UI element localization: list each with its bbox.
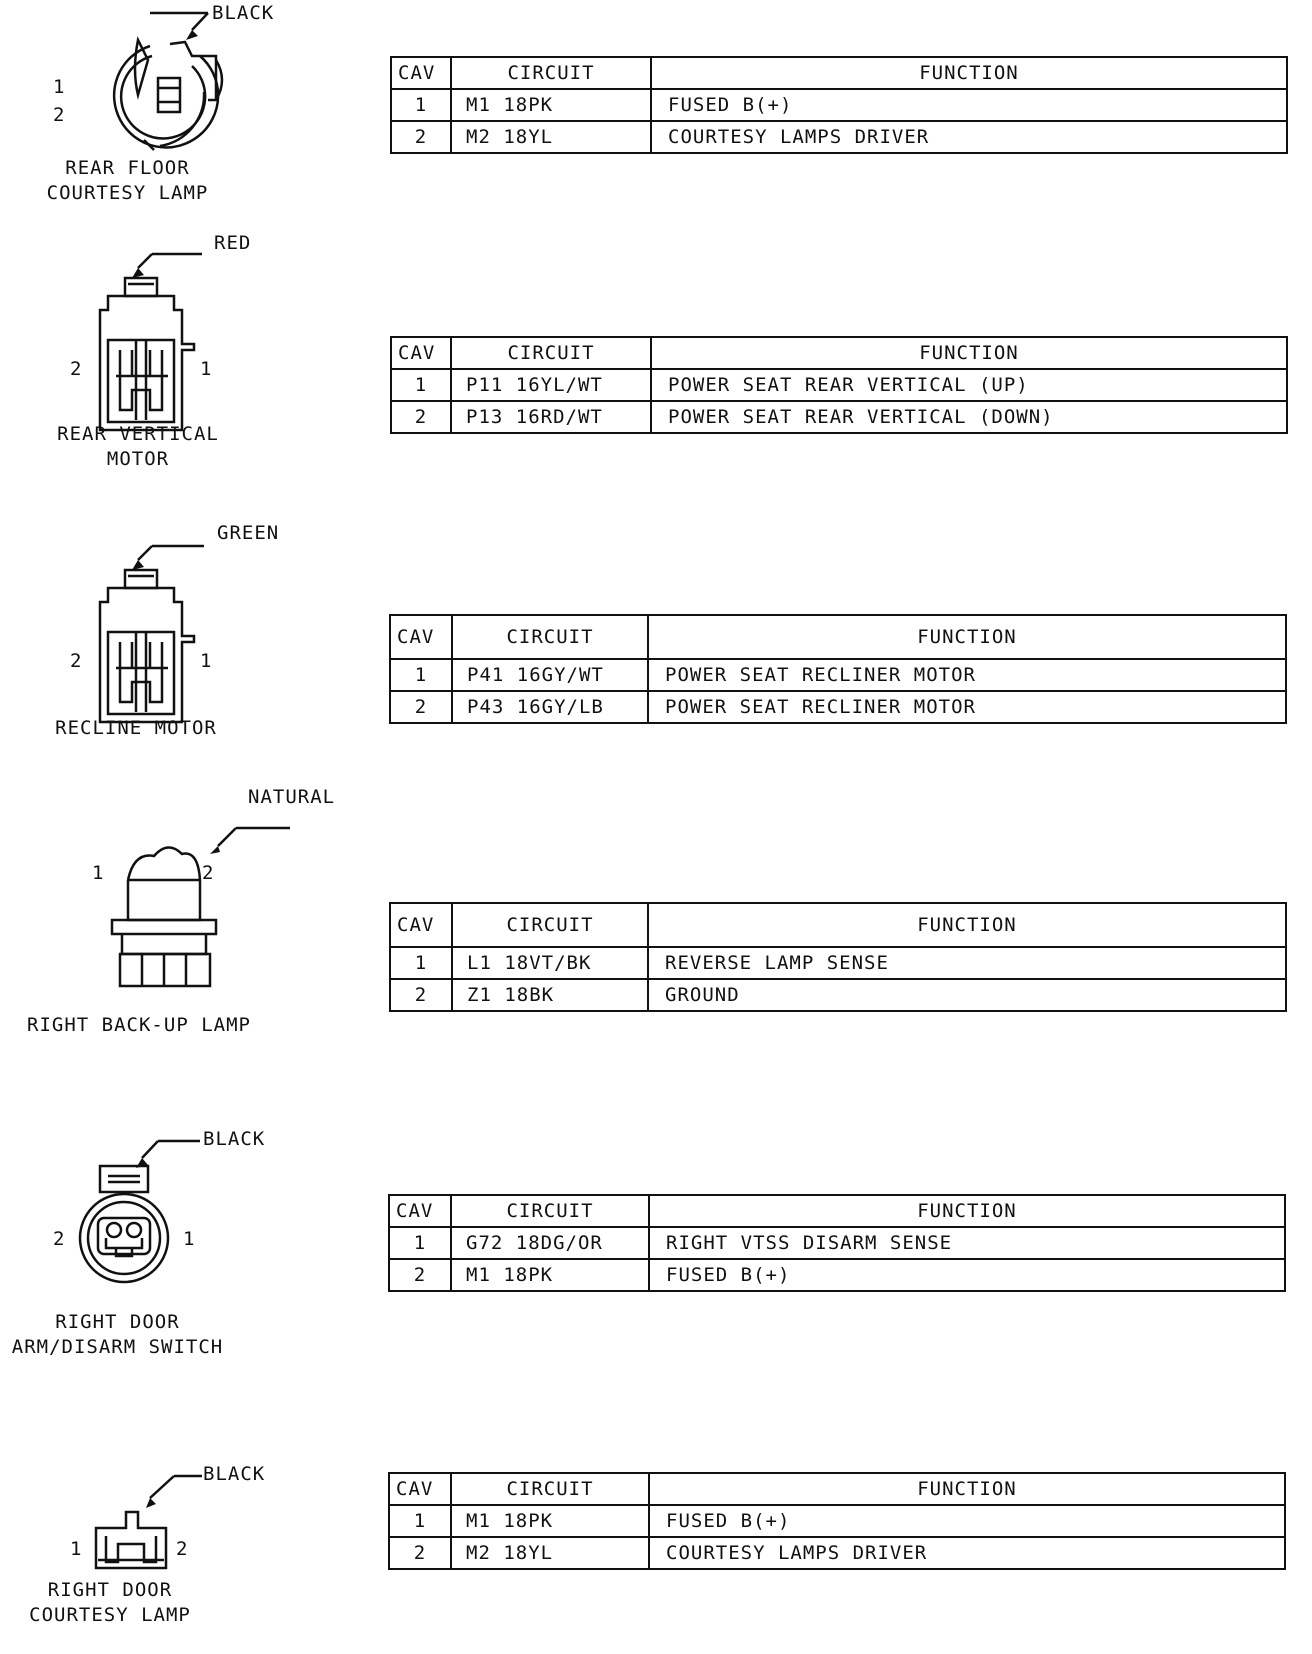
- cav-cell: 1: [391, 369, 451, 401]
- cav-cell: 2: [389, 1259, 451, 1291]
- circuit-cell: M2 18YL: [451, 121, 651, 153]
- connector-drawing: [57, 232, 340, 490]
- function-header: FUNCTION: [648, 903, 1286, 947]
- connector-name: RIGHT BACK-UP LAMP: [27, 1014, 251, 1036]
- cavity-table: [390, 336, 1288, 434]
- cav-header: CAV: [391, 337, 451, 369]
- pin-label: 2: [70, 358, 83, 380]
- cav-cell: 2: [389, 1537, 451, 1569]
- cav-cell: 1: [390, 659, 452, 691]
- table-row: [390, 947, 1286, 979]
- circuit-header: CIRCUIT: [451, 1195, 649, 1227]
- pin-label: 1: [70, 1538, 83, 1560]
- table-row: [389, 1505, 1285, 1537]
- table-row: [391, 401, 1287, 433]
- function-cell: REVERSE LAMP SENSE: [648, 947, 1286, 979]
- table-row: [390, 691, 1286, 723]
- function-cell: RIGHT VTSS DISARM SENSE: [649, 1227, 1285, 1259]
- function-header: FUNCTION: [651, 57, 1287, 89]
- cav-cell: 2: [391, 121, 451, 153]
- cav-cell: 2: [390, 691, 452, 723]
- connector-color-label: BLACK: [203, 1463, 266, 1485]
- table-row: [391, 89, 1287, 121]
- function-cell: POWER SEAT REAR VERTICAL (UP): [651, 369, 1287, 401]
- circuit-header: CIRCUIT: [451, 57, 651, 89]
- circuit-cell: M1 18PK: [451, 1259, 649, 1291]
- cav-header: CAV: [390, 615, 452, 659]
- table-row: [391, 121, 1287, 153]
- cav-header: CAV: [389, 1195, 451, 1227]
- connector-section-right-door-courtesy-lamp: [0, 1450, 1312, 1654]
- connector-name: REAR VERTICAL MOTOR: [57, 423, 219, 470]
- function-cell: POWER SEAT RECLINER MOTOR: [648, 659, 1286, 691]
- circuit-cell: L1 18VT/BK: [452, 947, 648, 979]
- connector-name: RIGHT DOOR ARM/DISARM SWITCH: [11, 1311, 224, 1358]
- cav-cell: 1: [391, 89, 451, 121]
- connector-drawing: [0, 1120, 320, 1360]
- function-cell: COURTESY LAMPS DRIVER: [651, 121, 1287, 153]
- connector-drawing: [40, 0, 340, 215]
- connector-drawing: [55, 522, 360, 772]
- function-header: FUNCTION: [649, 1473, 1285, 1505]
- table-row: [390, 659, 1286, 691]
- function-cell: FUSED B(+): [651, 89, 1287, 121]
- table-header-row: [389, 1195, 1285, 1227]
- cav-header: CAV: [391, 57, 451, 89]
- connector-color-label: GREEN: [217, 522, 280, 544]
- table-header-row: [390, 615, 1286, 659]
- pin-label: 1: [200, 650, 213, 672]
- table-row: [389, 1259, 1285, 1291]
- connector-drawing: [27, 786, 360, 1050]
- table-row: [390, 979, 1286, 1011]
- function-cell: POWER SEAT REAR VERTICAL (DOWN): [651, 401, 1287, 433]
- circuit-cell: P13 16RD/WT: [451, 401, 651, 433]
- cavity-table: [388, 1194, 1286, 1292]
- circuit-cell: P41 16GY/WT: [452, 659, 648, 691]
- cavity-table: [388, 1472, 1286, 1570]
- connector-drawing: [20, 1450, 340, 1650]
- circuit-cell: P43 16GY/LB: [452, 691, 648, 723]
- pin-label: 2: [70, 650, 83, 672]
- table-header-row: [391, 57, 1287, 89]
- function-cell: FUSED B(+): [649, 1505, 1285, 1537]
- function-cell: COURTESY LAMPS DRIVER: [649, 1537, 1285, 1569]
- pin-label: 2: [53, 104, 66, 126]
- connector-section-rear-floor-courtesy-lamp: [0, 0, 1312, 220]
- pin-label: 1: [183, 1228, 196, 1250]
- connector-section-rear-vertical-motor: [0, 232, 1312, 500]
- cavity-table: [389, 902, 1287, 1012]
- circuit-cell: M1 18PK: [451, 89, 651, 121]
- cav-cell: 1: [390, 947, 452, 979]
- table-header-row: [390, 903, 1286, 947]
- function-cell: FUSED B(+): [649, 1259, 1285, 1291]
- circuit-cell: P11 16YL/WT: [451, 369, 651, 401]
- circuit-header: CIRCUIT: [451, 1473, 649, 1505]
- table-header-row: [389, 1473, 1285, 1505]
- circuit-cell: G72 18DG/OR: [451, 1227, 649, 1259]
- circuit-header: CIRCUIT: [452, 615, 648, 659]
- function-header: FUNCTION: [651, 337, 1287, 369]
- connector-section-right-door-arm-disarm-switch: [0, 1120, 1312, 1370]
- circuit-header: CIRCUIT: [452, 903, 648, 947]
- table-row: [389, 1537, 1285, 1569]
- circuit-cell: Z1 18BK: [452, 979, 648, 1011]
- function-cell: GROUND: [648, 979, 1286, 1011]
- pin-label: 1: [53, 76, 66, 98]
- circuit-header: CIRCUIT: [451, 337, 651, 369]
- connector-section-right-back-up-lamp: [0, 786, 1312, 1060]
- pin-label: 1: [92, 862, 105, 884]
- circuit-cell: M1 18PK: [451, 1505, 649, 1537]
- cav-cell: 2: [390, 979, 452, 1011]
- table-row: [389, 1227, 1285, 1259]
- table-header-row: [391, 337, 1287, 369]
- connector-color-label: BLACK: [203, 1128, 266, 1150]
- connector-section-recline-motor: [0, 522, 1312, 782]
- cav-cell: 2: [391, 401, 451, 433]
- function-cell: POWER SEAT RECLINER MOTOR: [648, 691, 1286, 723]
- connector-name: REAR FLOOR COURTESY LAMP: [46, 157, 209, 204]
- circuit-cell: M2 18YL: [451, 1537, 649, 1569]
- cav-cell: 1: [389, 1227, 451, 1259]
- cav-header: CAV: [389, 1473, 451, 1505]
- function-header: FUNCTION: [648, 615, 1286, 659]
- function-header: FUNCTION: [649, 1195, 1285, 1227]
- cavity-table: [389, 614, 1287, 724]
- connector-color-label: RED: [214, 232, 252, 254]
- connector-name: RECLINE MOTOR: [55, 717, 217, 739]
- connector-color-label: BLACK: [212, 2, 275, 24]
- cav-header: CAV: [390, 903, 452, 947]
- cav-cell: 1: [389, 1505, 451, 1537]
- pin-label: 2: [202, 862, 215, 884]
- pin-label: 2: [53, 1228, 66, 1250]
- pin-label: 2: [176, 1538, 189, 1560]
- connector-name: RIGHT DOOR COURTESY LAMP: [29, 1579, 191, 1626]
- pin-label: 1: [200, 358, 213, 380]
- cavity-table: [390, 56, 1288, 154]
- connector-color-label: NATURAL: [248, 786, 336, 808]
- table-row: [391, 369, 1287, 401]
